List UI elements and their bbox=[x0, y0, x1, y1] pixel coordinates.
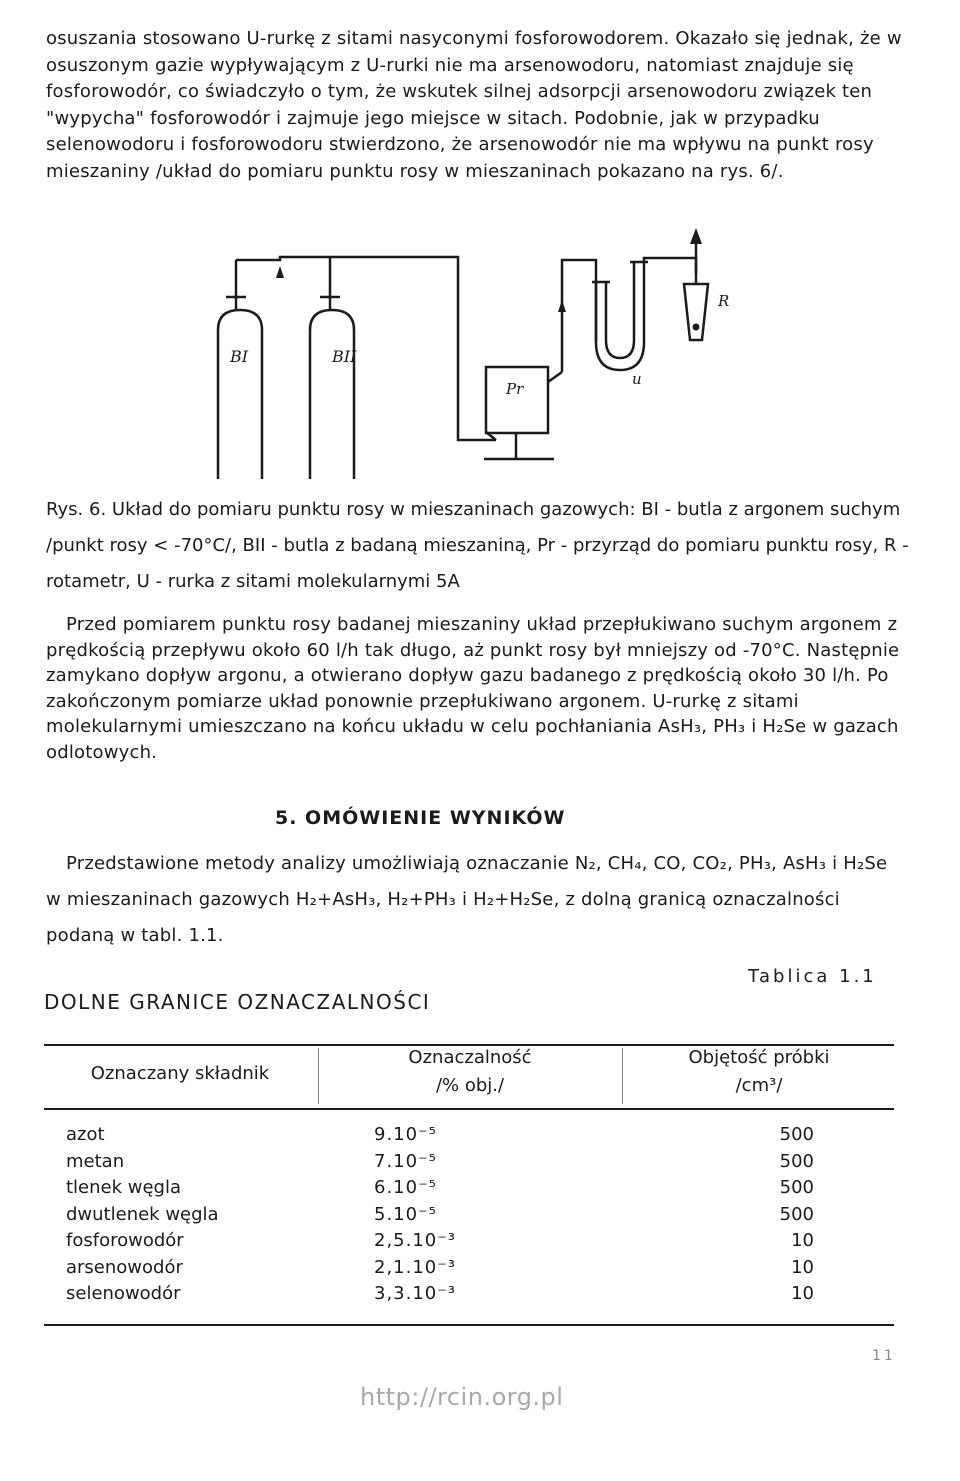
label-b1: BI bbox=[230, 347, 249, 366]
cell-limit: 7.10⁻⁵ bbox=[374, 1150, 437, 1172]
table-row bbox=[44, 1177, 894, 1204]
gas-line bbox=[236, 257, 496, 440]
body-paragraph-1 bbox=[46, 26, 908, 185]
cell-component: fosforowodór bbox=[66, 1230, 184, 1251]
page-number: 11 bbox=[872, 1348, 896, 1364]
cell-component: dwutlenek węgla bbox=[66, 1203, 219, 1225]
table-row bbox=[44, 1230, 894, 1257]
cell-limit: 9.10⁻⁵ bbox=[374, 1124, 437, 1145]
table-header bbox=[44, 1044, 894, 1108]
header-limit bbox=[320, 1044, 620, 1100]
label-b2: BII bbox=[332, 347, 357, 366]
cell-volume: 10 bbox=[791, 1283, 814, 1304]
body-paragraph-3 bbox=[46, 846, 908, 954]
header-limit-line1: Oznaczalność bbox=[408, 1047, 532, 1068]
column-divider bbox=[318, 1048, 319, 1104]
watermark-url: http://rcin.org.pl bbox=[360, 1383, 564, 1411]
paragraph-text: osuszania stosowano U-rurkę z sitami nasyconymi fosforowodorem. Okazało się jednak, że w osuszonym gazie wypływającym z U-rurki nie ma arsenowodoru, natomiast znajduje się fosforowodór, co świadczyło o tym, że wskutek silnej adsorpcji arsenowodoru związek ten "wypycha" fosforowodór i zajmuje jego miejsce w sitach. Podobnie, jak w przypadku selenowodoru i fosforowodoru stwierdzono, że arsenowodór nie ma wpływu na punkt rosy mieszaniny /układ do pomiaru punktu rosy w mieszaninach pokazano na rys. 6/. bbox=[46, 28, 902, 182]
table-row bbox=[44, 1283, 894, 1310]
cell-component: arsenowodór bbox=[66, 1256, 183, 1278]
cell-limit: 2,5.10⁻³ bbox=[374, 1230, 456, 1251]
section-heading: 5. OMÓWIENIE WYNIKÓW bbox=[275, 807, 566, 829]
table-row bbox=[44, 1151, 894, 1178]
cell-component: metan bbox=[66, 1150, 125, 1172]
header-volume-line1: Objętość próbki bbox=[688, 1047, 830, 1068]
cell-volume: 10 bbox=[791, 1256, 814, 1278]
cell-component: azot bbox=[66, 1124, 105, 1145]
dew-point-apparatus-diagram bbox=[196, 222, 796, 482]
table-row bbox=[44, 1204, 894, 1231]
table-number: Tablica 1.1 bbox=[748, 966, 877, 987]
rotameter bbox=[684, 228, 708, 340]
paragraph-text: Przedstawione metody analizy umożliwiają oznaczanie N₂, CH₄, CO, CO₂, PH₃, AsH₃ i H₂Se w mieszaninach gazowych H₂+AsH₃, H₂+PH₃ i H₂+H₂Se, z dolną granicą oznaczalności podaną w tabl. 1.1. bbox=[46, 853, 888, 946]
table-title: DOLNE GRANICE OZNACZALNOŚCI bbox=[44, 990, 431, 1014]
column-divider bbox=[622, 1048, 623, 1104]
body-paragraph-2 bbox=[46, 612, 908, 765]
paragraph-text: Przed pomiarem punktu rosy badanej mieszaniny układ przepłukiwano suchym argonem z prędkością przepływu około 60 l/h tak długo, aż punkt rosy był mniejszy od -70°C. Następnie zamykano dopływ argonu, a otwierano dopływ gazu badanego z prędkością około 30 l/h. Po zakończonym pomiarze układ ponownie przepłukiwano argonem. U-rurkę z sitami molekularnymi umieszczano na końcu układu w celu pochłaniania AsH₃, PH₃ i H₂Se w gazach odlotowych. bbox=[46, 614, 900, 763]
table-bottom-rule bbox=[44, 1324, 894, 1326]
cylinder-b1 bbox=[218, 260, 262, 479]
cell-volume: 500 bbox=[779, 1203, 814, 1225]
header-component: Oznaczany składnik bbox=[90, 1063, 270, 1084]
table-row bbox=[44, 1124, 894, 1151]
table-header-rule bbox=[44, 1108, 894, 1110]
label-u: u bbox=[632, 370, 642, 388]
cell-limit: 2,1.10⁻³ bbox=[374, 1256, 456, 1278]
header-volume-line2: /cm³/ bbox=[735, 1075, 783, 1096]
cell-volume: 10 bbox=[791, 1230, 814, 1251]
table-body bbox=[44, 1124, 894, 1310]
cell-volume: 500 bbox=[779, 1124, 814, 1145]
label-r: R bbox=[718, 292, 730, 310]
cell-limit: 5.10⁻⁵ bbox=[374, 1203, 437, 1225]
cell-component: selenowodór bbox=[66, 1283, 181, 1304]
caption-text: Rys. 6. Układ do pomiaru punktu rosy w mieszaninach gazowych: BI - butla z argonem suchym /punkt rosy < -70°C/, BII - butla z badaną mieszaniną, Pr - przyrząd do pomiaru punktu rosy, R - rotametr, U - rurka z sitami molekularnymi 5A bbox=[46, 499, 909, 592]
label-pr: Pr bbox=[506, 380, 524, 398]
cell-limit: 3,3.10⁻³ bbox=[374, 1283, 456, 1304]
line-to-u-tube bbox=[558, 260, 596, 372]
cell-volume: 500 bbox=[779, 1177, 814, 1198]
cylinder-b2 bbox=[310, 260, 354, 479]
figure-caption bbox=[46, 492, 916, 600]
cell-component: tlenek węgla bbox=[66, 1177, 182, 1198]
header-volume bbox=[624, 1044, 894, 1100]
cell-limit: 6.10⁻⁵ bbox=[374, 1177, 437, 1198]
table-row bbox=[44, 1257, 894, 1284]
header-limit-line2: /% obj./ bbox=[435, 1075, 505, 1096]
u-tube bbox=[592, 258, 696, 370]
cell-volume: 500 bbox=[779, 1150, 814, 1172]
